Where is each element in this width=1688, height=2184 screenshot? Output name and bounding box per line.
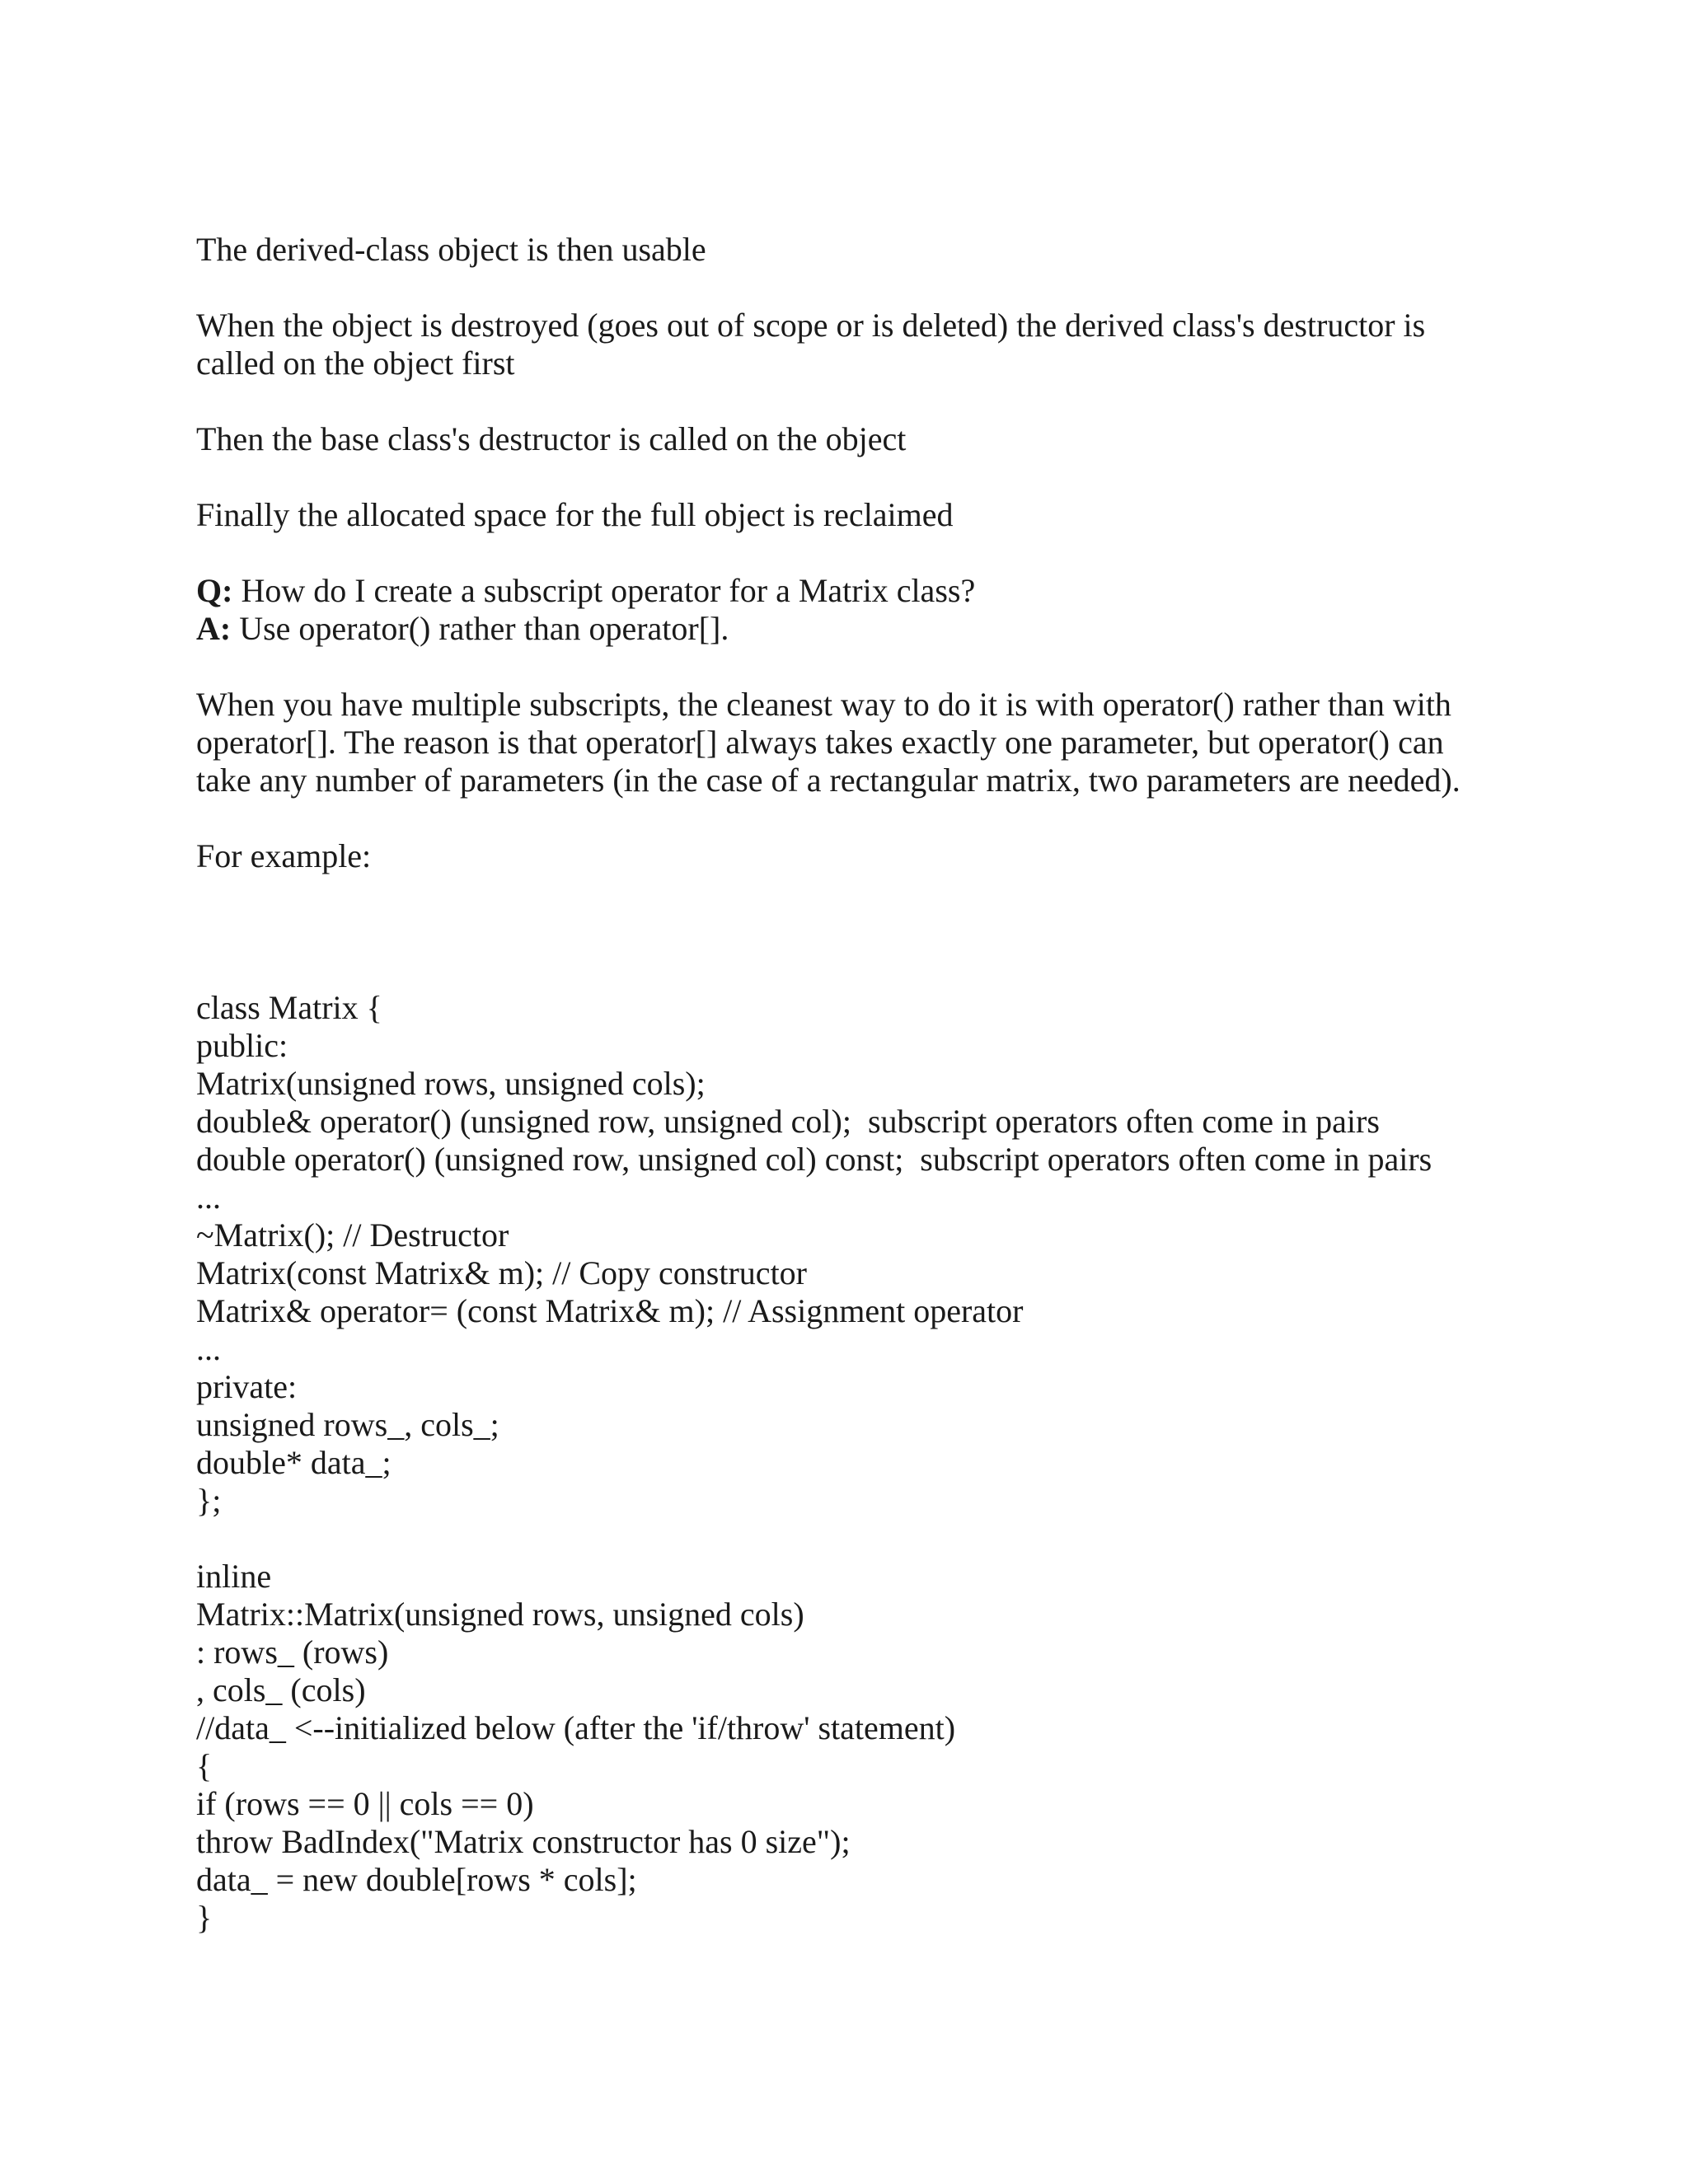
code-line: Matrix(const Matrix& m); // Copy constructor xyxy=(196,1254,807,1291)
code-line: inline xyxy=(196,1558,272,1595)
qa-block xyxy=(196,572,1498,648)
code-line: if (rows == 0 || cols == 0) xyxy=(196,1785,534,1822)
paragraph-space-reclaimed xyxy=(196,496,1498,534)
text-line: When you have multiple subscripts, the cleanest way to do it is with operator() rather than with xyxy=(196,686,1451,723)
code-line: data_ = new double[rows * cols]; xyxy=(196,1861,637,1898)
code-line: ~Matrix(); // Destructor xyxy=(196,1216,509,1254)
code-line: class Matrix { xyxy=(196,989,382,1026)
code-line: } xyxy=(196,1899,213,1936)
document-body xyxy=(196,231,1498,1975)
answer-label: A: xyxy=(196,610,232,647)
code-block-class-declaration xyxy=(196,989,1498,1520)
code-block-constructor xyxy=(196,1558,1498,1937)
answer-line xyxy=(196,610,1498,648)
code-line: private: xyxy=(196,1368,298,1405)
code-line: public: xyxy=(196,1027,288,1064)
code-line: Matrix(unsigned rows, unsigned cols); xyxy=(196,1065,706,1102)
text-line: The derived-class object is then usable xyxy=(196,231,706,268)
code-line: unsigned rows_, cols_; xyxy=(196,1406,499,1443)
code-line: ... xyxy=(196,1179,221,1216)
code-line: Matrix& operator= (const Matrix& m); // Assignment operator xyxy=(196,1292,1024,1329)
text-line: Then the base class's destructor is called on the object xyxy=(196,420,907,457)
code-line: Matrix::Matrix(unsigned rows, unsigned cols) xyxy=(196,1596,804,1633)
code-line: ... xyxy=(196,1330,221,1367)
text-line: Finally the allocated space for the full object is reclaimed xyxy=(196,496,954,533)
text-line: For example: xyxy=(196,837,372,874)
code-line: double* data_; xyxy=(196,1444,392,1481)
text-line: operator[]. The reason is that operator[] always takes exactly one parameter, but operator() can xyxy=(196,724,1444,761)
text-line: called on the object first xyxy=(196,344,515,382)
paragraph-explanation xyxy=(196,686,1498,799)
code-line: throw BadIndex("Matrix constructor has 0 size"); xyxy=(196,1823,851,1860)
code-line: : rows_ (rows) xyxy=(196,1633,389,1671)
paragraph-base-destructor xyxy=(196,420,1498,458)
code-line: //data_ <--initialized below (after the 'if/throw' statement) xyxy=(196,1709,956,1746)
spacer xyxy=(196,913,1498,989)
answer-text: Use operator() rather than operator[]. xyxy=(231,610,729,647)
text-line: When the object is destroyed (goes out of scope or is deleted) the derived class's destructor is xyxy=(196,307,1426,344)
text-line: take any number of parameters (in the case of a rectangular matrix, two parameters are needed). xyxy=(196,762,1461,799)
code-line: double operator() (unsigned row, unsigned col) const; subscript operators often come in pairs xyxy=(196,1141,1432,1178)
code-line: double& operator() (unsigned row, unsigned col); subscript operators often come in pairs xyxy=(196,1103,1380,1140)
question-line xyxy=(196,572,1498,610)
code-line: }; xyxy=(196,1482,222,1519)
code-line: , cols_ (cols) xyxy=(196,1671,366,1708)
question-text: How do I create a subscript operator for a Matrix class? xyxy=(232,572,976,609)
paragraph-destructor-order xyxy=(196,307,1498,382)
code-line: { xyxy=(196,1747,213,1784)
paragraph-derived-usable xyxy=(196,231,1498,269)
paragraph-example-intro xyxy=(196,837,1498,875)
question-label: Q: xyxy=(196,572,233,609)
